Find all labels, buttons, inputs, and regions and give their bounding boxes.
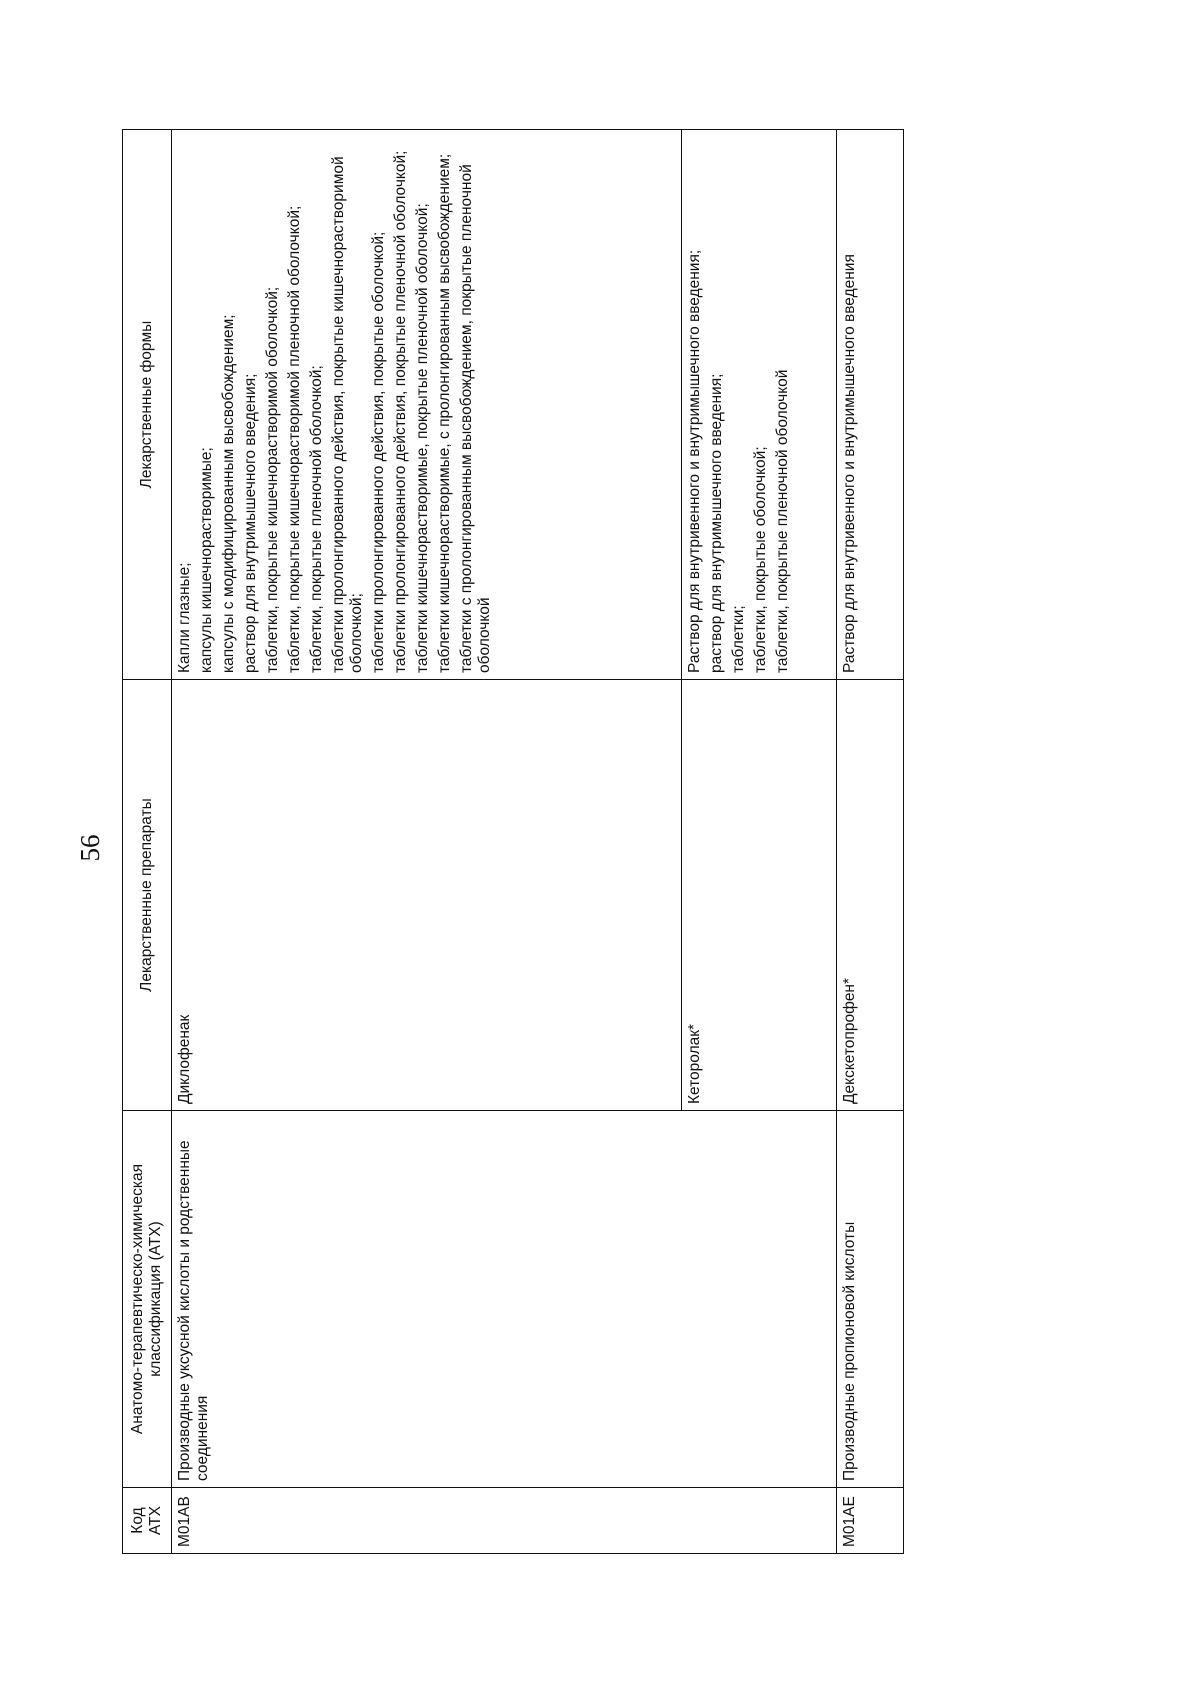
page-number: 56 xyxy=(75,834,105,862)
atc-group-cell: Производные пропионовой кислоты xyxy=(837,1111,904,1488)
dosage-form-item: таблетки; xyxy=(730,605,747,673)
atc-group-cell: Производные уксусной кислоты и родственные соединения xyxy=(172,1111,837,1488)
dosage-form-item: капсулы кишечнорастворимые; xyxy=(198,447,215,673)
atc-code-cell: M01AB xyxy=(172,1488,837,1554)
table-row xyxy=(172,130,682,1554)
dosage-forms-cell xyxy=(172,130,682,680)
dosage-form-item: таблетки, покрытые пленочной оболочкой; xyxy=(308,365,325,673)
dosage-form-item: таблетки пролонгированного действия, покрытые пленочной оболочкой; xyxy=(392,150,409,673)
dosage-form-item: Раствор для внутривенного и внутримышечного введения xyxy=(841,254,858,673)
table-row xyxy=(837,130,904,1554)
header-code: Код АТХ xyxy=(123,1488,172,1554)
dosage-form-item: таблетки кишечнорастворимые, с пролонгированным высвобождением; xyxy=(436,153,453,673)
dosage-forms-cell xyxy=(682,130,837,680)
drug-name-cell: Декскетопрофен* xyxy=(837,680,904,1111)
dosage-form-item: капсулы с модифицированным высвобождением; xyxy=(220,314,237,673)
dosage-form-item: таблетки, покрытые оболочкой; xyxy=(752,446,769,673)
dosage-form-item: раствор для внутримышечного введения; xyxy=(708,373,725,673)
dosage-form-item: таблетки кишечнорастворимые, покрытые пленочной оболочкой; xyxy=(414,203,431,673)
dosage-form-item: таблетки, покрытые кишечнорастворимой оболочкой; xyxy=(264,286,281,673)
header-forms: Лекарственные формы xyxy=(123,130,172,680)
dosage-forms-cell xyxy=(837,130,904,680)
drug-name-cell: Кеторолак* xyxy=(682,680,837,1111)
dosage-form-item: Капли глазные; xyxy=(176,562,193,673)
dosage-form-item: таблетки, покрытые пленочной оболочкой xyxy=(774,369,791,673)
drug-name-cell: Диклофенак xyxy=(172,680,682,1111)
dosage-form-item: таблетки, покрытые кишечнорастворимой пленочной оболочкой; xyxy=(286,205,303,673)
table-header-row xyxy=(123,130,172,1554)
atc-code-cell: M01AE xyxy=(837,1488,904,1554)
dosage-form-item: Раствор для внутривенного и внутримышечного введения; xyxy=(686,249,703,673)
header-drugs: Лекарственные препараты xyxy=(123,680,172,1111)
atc-table xyxy=(122,129,904,1554)
dosage-form-item: таблетки пролонгированного действия, покрытые кишечнорастворимой оболочкой; xyxy=(330,156,365,673)
dosage-form-item: раствор для внутримышечного введения; xyxy=(242,373,259,673)
dosage-form-item: таблетки пролонгированного действия, покрытые оболочкой; xyxy=(370,231,387,673)
header-atc: Анатомо-терапевтическо-химическая классификация (АТХ) xyxy=(123,1111,172,1488)
dosage-form-item: таблетки с пролонгированным высвобождением, покрытые пленочной оболочкой xyxy=(458,164,493,673)
